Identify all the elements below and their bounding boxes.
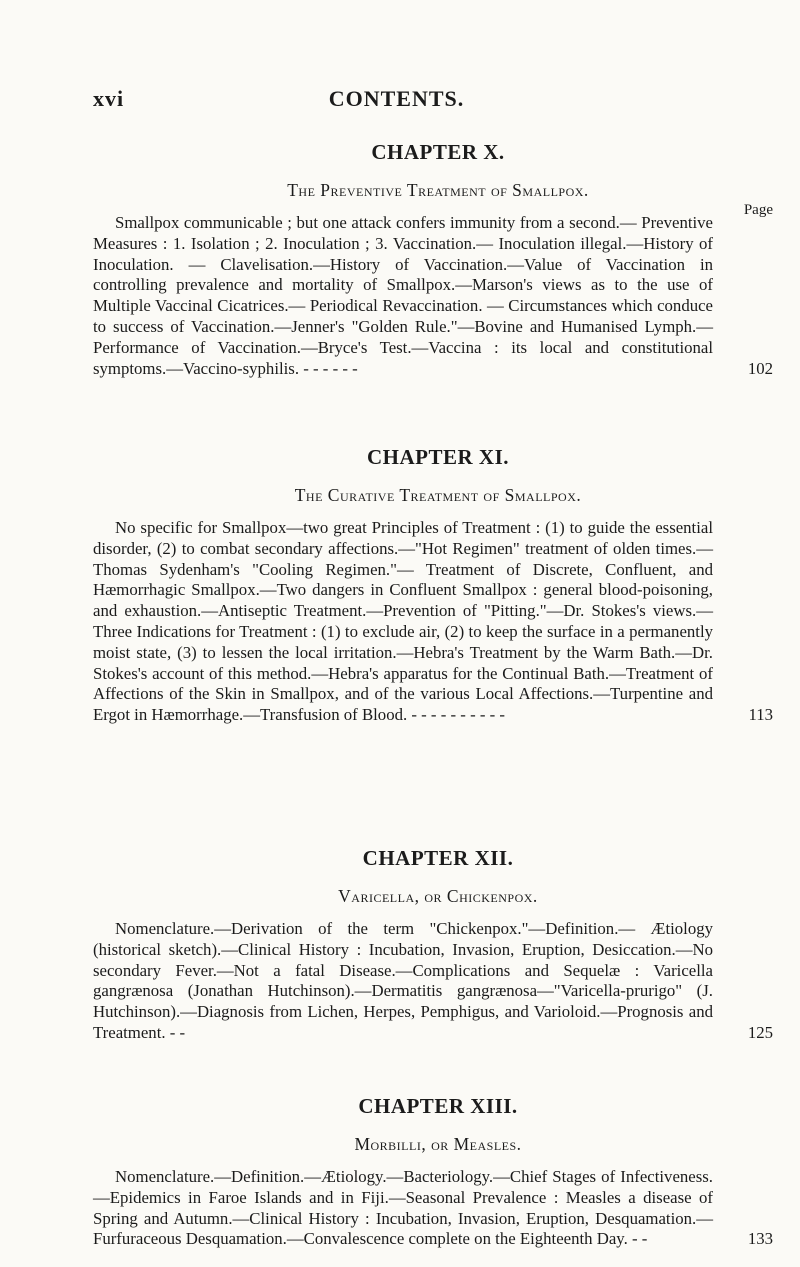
running-head-title: CONTENTS.	[328, 86, 465, 111]
page-number: 125	[747, 1022, 773, 1042]
chapter-heading: CHAPTER XII.	[362, 846, 514, 870]
page-column-label: Page	[743, 202, 773, 218]
page-folio: xvi	[93, 86, 125, 111]
page-number: 102	[747, 358, 773, 378]
chapter-xiii	[93, 1093, 773, 1250]
chapter-contents	[93, 919, 773, 1044]
chapter-xii	[93, 845, 773, 1044]
contents-text: Nomenclature.—Definition.—Ætiology.—Bacteriology.—Chief Stages of Infectiveness.—Epidemics in Faroe Islands and in Fiji.—Seasonal Prevalence : Measles a disease of Spring and Autumn.—Clinical History : Incubation, Invasion, Eruption, Desquamation.—Furfuraceous Desquamation.—Convalescence complete on the Eighteenth Day. - -	[93, 1167, 713, 1249]
chapter-subtitle: The Curative Treatment of Smallpox.	[294, 485, 582, 505]
chapter-subtitle: Morbilli, or Measles.	[354, 1134, 522, 1154]
chapter-heading: CHAPTER XIII.	[358, 1094, 518, 1118]
chapter-subtitle: The Preventive Treatment of Smallpox.	[287, 180, 589, 200]
chapter-x	[93, 139, 773, 379]
page-number: 133	[747, 1229, 773, 1249]
chapter-contents	[93, 1167, 773, 1250]
chapter-heading: CHAPTER X.	[371, 140, 505, 164]
chapter-subtitle: Varicella, or Chickenpox.	[338, 886, 538, 906]
running-head	[93, 86, 700, 112]
contents-text: No specific for Smallpox—two great Principles of Treatment : (1) to guide the essential disorder, (2) to combat secondary affections.—"Hot Regimen" treatment of olden times.—Thomas Sydenham's "Cooling Regimen."— Treatment of Discrete, Confluent, and Hæmorrhagic Smallpox.—Two dangers in Confluent Smallpox : general blood-poisoning, and exhaustion.—Antiseptic Treatment.—Prevention of "Pitting."—Dr. Stokes's views.—Three Indications for Treatment : (1) to exclude air, (2) to keep the surface in a permanently moist state, (3) to lessen the local irritation.—Hebra's Treatment by the Warm Bath.—Dr. Stokes's account of this method.—Hebra's apparatus for the Continual Bath.—Treatment of Affections of the Skin in Smallpox, and of the various Local Affections.—Turpentine and Ergot in Hæmorrhage.—Transfusion of Blood. - - - - - - - - - -	[93, 518, 713, 725]
contents-text: Nomenclature.—Derivation of the term "Chickenpox."—Definition.— Ætiology (historical sketch).—Clinical History : Incubation, Invasion, Eruption, Desiccation.—No secondary Fever.—Not a fatal Disease.—Complications and Sequelæ : Varicella gangrænosa (Jonathan Hutchinson).—Dermatitis gangrænosa—"Varicella-prurigo" (J. Hutchinson).—Diagnosis from Lichen, Herpes, Pemphigus, and Varioloid.—Prognosis and Treatment. - -	[93, 919, 713, 1042]
chapter-contents	[93, 213, 773, 379]
page-number: 113	[748, 705, 773, 725]
chapter-xi	[93, 444, 773, 726]
chapter-contents	[93, 518, 773, 726]
contents-text: Smallpox communicable ; but one attack confers immunity from a second.— Preventive Measures : 1. Isolation ; 2. Inoculation ; 3. Vaccination.— Inoculation illegal.—History of Inoculation. — Clavelisation.—History of Vaccination.—Value of Vaccination in controlling prevalence and mortality of Smallpox.—Marson's views as to the use of Multiple Vaccinal Cicatrices.— Periodical Revaccination. — Circumstances which conduce to success of Vaccination.—Jenner's "Golden Rule."—Bovine and Humanised Lymph.— Performance of Vaccination.—Bryce's Test.—Vaccina : its local and constitutional symptoms.—Vaccino-syphilis. - - - - - -	[93, 213, 713, 378]
chapter-heading: CHAPTER XI.	[366, 445, 509, 469]
